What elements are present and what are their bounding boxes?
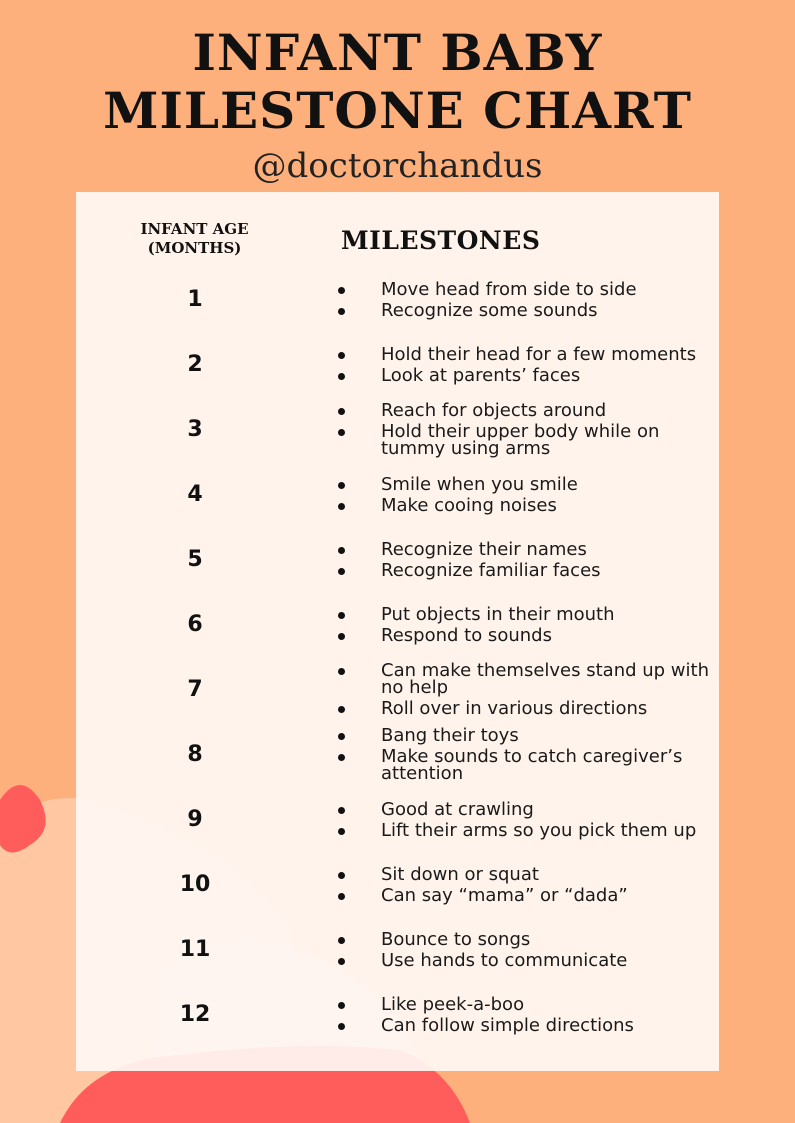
milestone-item: Bounce to songs: [334, 931, 714, 948]
milestone-list: [334, 592, 714, 657]
age-value: 4: [187, 482, 203, 507]
table-row: [76, 982, 719, 1047]
milestone-item: Make cooing noises: [334, 497, 714, 514]
age-value: 10: [179, 872, 211, 897]
milestone-list: [334, 397, 714, 462]
table-row: [76, 787, 719, 852]
page-title-line-1: INFANT BABY: [192, 23, 603, 82]
milestone-list: [334, 462, 714, 527]
table-row: [76, 722, 719, 787]
milestone-item: Look at parents’ faces: [334, 367, 714, 384]
milestones-column-header: MILESTONES: [341, 226, 541, 255]
age-value: 11: [179, 937, 211, 962]
milestone-item: Lift their arms so you pick them up: [334, 822, 714, 839]
age-value: 1: [187, 287, 203, 312]
milestone-list: [334, 722, 714, 787]
milestone-item: Hold their upper body while on tummy using arms: [334, 423, 714, 457]
age-header-unit: (MONTHS): [147, 239, 242, 257]
milestone-list: [334, 917, 714, 982]
milestone-list: [334, 982, 714, 1047]
age-value: 7: [187, 677, 203, 702]
table-row: [76, 462, 719, 527]
milestone-list: [334, 657, 714, 722]
milestone-item: Put objects in their mouth: [334, 606, 714, 623]
milestone-item: Recognize their names: [334, 541, 714, 558]
milestone-item: Can follow simple directions: [334, 1017, 714, 1034]
milestone-item: Roll over in various directions: [334, 700, 714, 717]
milestone-item: Good at crawling: [334, 801, 714, 818]
age-value: 8: [187, 742, 203, 767]
milestone-list: [334, 332, 714, 397]
table-row: [76, 332, 719, 397]
age-header-label: INFANT AGE: [140, 220, 249, 238]
age-value: 9: [187, 807, 203, 832]
table-row: [76, 527, 719, 592]
table-row: [76, 917, 719, 982]
page-title-line-2: MILESTONE CHART: [103, 81, 692, 140]
age-value: 5: [187, 547, 203, 572]
milestone-item: Smile when you smile: [334, 476, 714, 493]
table-row: [76, 397, 719, 462]
age-value: 2: [187, 352, 203, 377]
milestone-item: Reach for objects around: [334, 402, 714, 419]
age-value: 6: [187, 612, 203, 637]
milestone-item: Can say “mama” or “dada”: [334, 887, 714, 904]
milestone-item: Use hands to communicate: [334, 952, 714, 969]
milestone-item: Respond to sounds: [334, 627, 714, 644]
milestone-table-card: [76, 192, 719, 1071]
milestone-item: Hold their head for a few moments: [334, 346, 714, 363]
milestone-item: Recognize familiar faces: [334, 562, 714, 579]
milestone-item: Sit down or squat: [334, 866, 714, 883]
milestone-item: Bang their toys: [334, 727, 714, 744]
table-row: [76, 657, 719, 722]
milestone-list: [334, 527, 714, 592]
table-row: [76, 852, 719, 917]
milestone-item: Move head from side to side: [334, 281, 714, 298]
milestone-list: [334, 787, 714, 852]
milestone-list: [334, 852, 714, 917]
age-column-header: [76, 220, 313, 258]
age-value: 3: [187, 417, 203, 442]
milestone-item: Recognize some sounds: [334, 302, 714, 319]
milestone-list: [334, 267, 714, 332]
author-handle: @doctorchandus: [252, 146, 543, 186]
table-row: [76, 592, 719, 657]
milestone-item: Make sounds to catch caregiver’s attention: [334, 748, 714, 782]
table-row: [76, 267, 719, 332]
milestone-item: Like peek-a-boo: [334, 996, 714, 1013]
milestone-item: Can make themselves stand up with no help: [334, 662, 714, 696]
age-value: 12: [179, 1002, 211, 1027]
